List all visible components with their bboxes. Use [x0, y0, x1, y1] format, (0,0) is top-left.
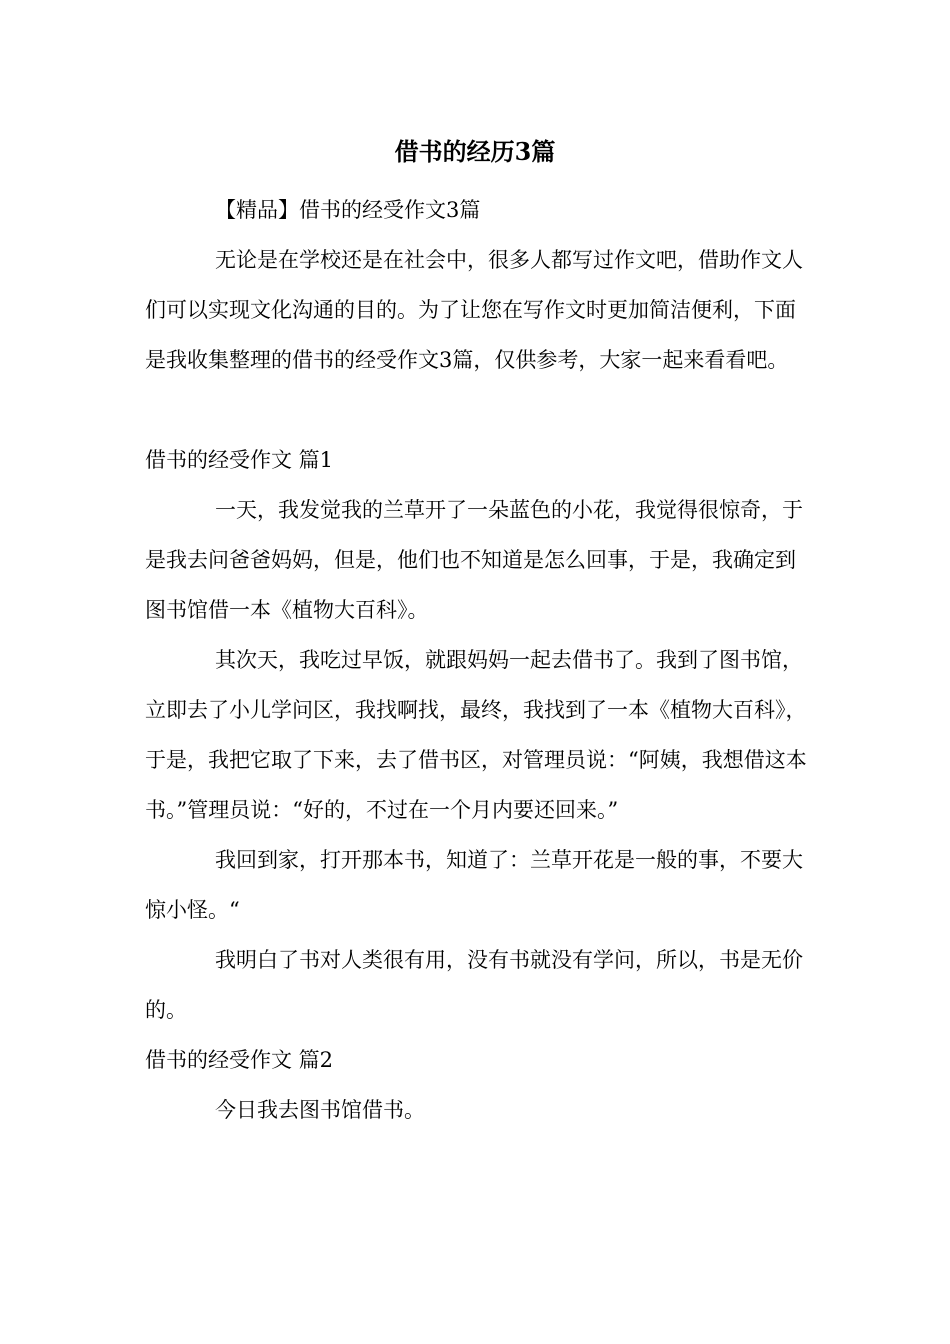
section-1-paragraph-1: 一天，我发觉我的兰草开了一朵蓝色的小花，我觉得很惊奇，于是我去问爸爸妈妈，但是，他们也不知道是怎么回事，于是，我确定到图书馆借一本《植物大百科》。 [145, 498, 803, 622]
intro-paragraph: 无论是在学校还是在社会中，很多人都写过作文吧，借助作文人们可以实现文化沟通的目的。为了让您在写作文时更加简洁便利，下面是我收集整理的借书的经受作文3篇，仅供参考，大家一起来看看吧。 [145, 248, 803, 372]
section-heading-2: 借书的经受作文 篇2 [145, 1048, 334, 1072]
section-1-paragraph-4: 我明白了书对人类很有用，没有书就没有学问，所以，书是无价的。 [145, 948, 803, 1022]
section-1-paragraph-2: 其次天，我吃过早饭，就跟妈妈一起去借书了。我到了图书馆，立即去了小儿学问区，我找啊找，最终，我找到了一本《植物大百科》，于是，我把它取了下来，去了借书区，对管理员说：“阿姨，我想借这本书。”管理员说：“好的，不过在一个月内要还回来。” [145, 648, 807, 822]
document-subtitle: 【精品】借书的经受作文3篇 [215, 198, 481, 222]
section-1-paragraph-3: 我回到家，打开那本书，知道了：兰草开花是一般的事，不要大惊小怪。“ [145, 848, 803, 922]
section-2-paragraph-1: 今日我去图书馆借书。 [215, 1098, 425, 1122]
section-heading-1: 借书的经受作文 篇1 [145, 448, 334, 472]
document-title: 借书的经历3篇 [394, 137, 556, 166]
spacer [145, 385, 810, 435]
document-body [145, 185, 810, 1135]
